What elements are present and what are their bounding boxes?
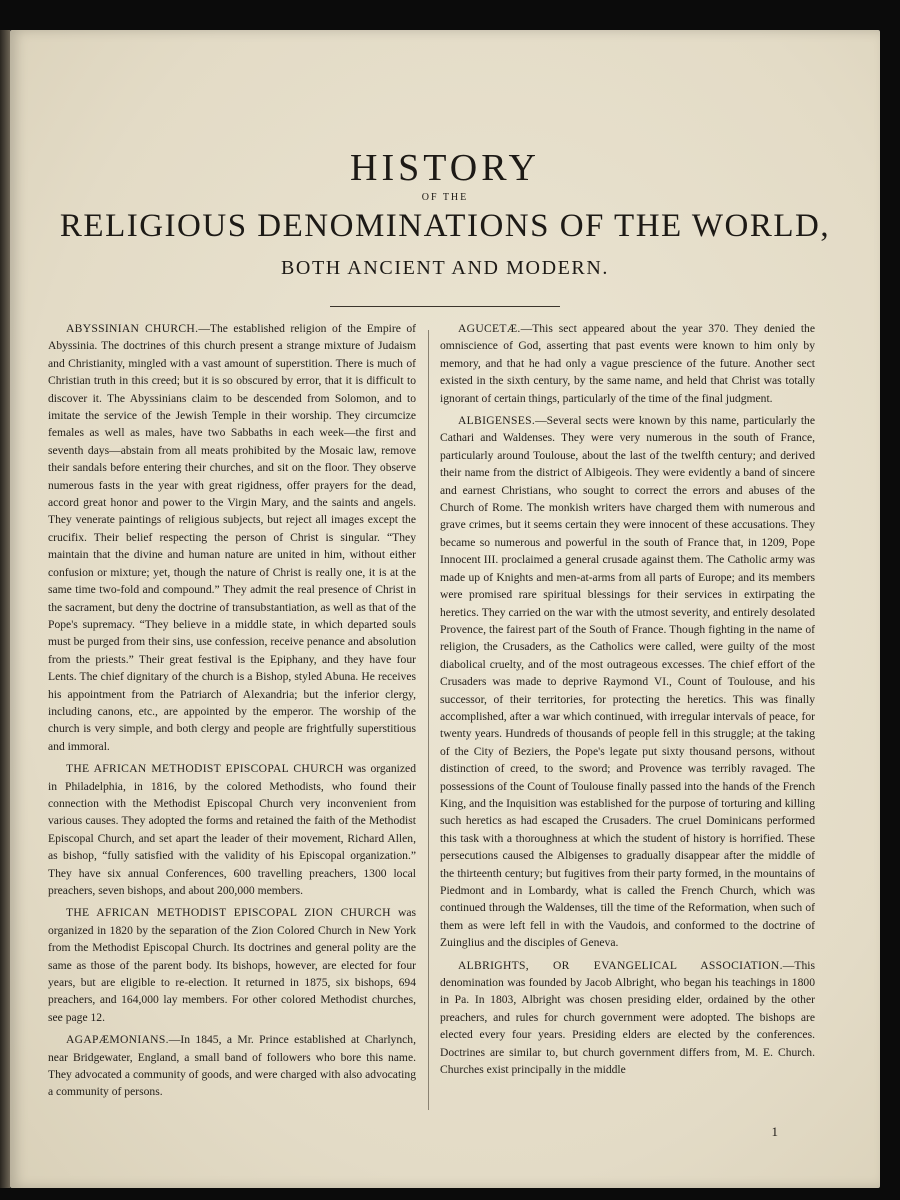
page-number: 1 <box>771 1124 778 1139</box>
entry-body: —This denomination was founded by Jacob Albright, who began his teachings in 1800 in Pa. In 1803, Albright was chosen presiding elder, ordained by the other preachers, and rules for church government were adopted. The bishops are elected every four years. Presiding elders are elected by the conferences. Doctrines are similar to, but church government differs from, M. E. Church. Churches exist principally in the middle <box>440 958 815 1077</box>
entry-heading: AGUCETÆ. <box>458 322 521 335</box>
entry-albigenses <box>440 412 815 952</box>
title-of-the: OF THE <box>421 192 469 203</box>
entry-body: —The established religion of the Empire of Abyssinia. The doctrines of this church present a strange mixture of Judaism and Christianity, mingled with a vast amount of superstition. There is much of Christian truth in this creed; but it is so obscured by error, that it is difficult to discover it. The Abyssinians claim to be descended from Solomon, and to imitate the service of the Jewish Temple in their worship. They circumcize females as well as males, have two Sabbaths in each week—the first and seventh days—abstain from all meats prohibited by the Mosaic law, remove their sandals before entering their churches, and sit on the floor. They observe numerous fasts in the year with great rigidness, offer prayers for the dead, accord great honor and power to the Virgin Mary, and the saints and angels. They venerate paintings of religious subjects, but reject all images except the crucifix. Their belief respecting the person of Christ is singular. “They maintain that the divine and human nature are united in him, without either confusion or mixture; yet, though the nature of Christ is really one, it is at the same time two-fold and compound.” They admit the real presence of Christ in the sacrament, but deny the doctrine of transubstantiation, as well as that of the Pope's supremacy. “They believe in a middle state, in which departed souls must be purged from their sins, use confession, receive penance and absolution from the priests.” Their great festival is the Epiphany, and they have four Lents. The chief dignitary of the church is a Bishop, styled Abuna. He receives his appointment from the Patriarch of Alexandria; but the inferior clergy, including canons, etc., are appointed by the emperor. The worship of the church is very simple, and both clergy and people are frightfully superstitious and immoral. <box>48 322 416 753</box>
entry-agapaemonians <box>48 1031 416 1101</box>
entry-african-methodist-episcopal <box>48 760 416 899</box>
entry-heading: AGAPÆMONIANS. <box>66 1033 169 1047</box>
left-column <box>48 320 416 1106</box>
entry-body: —Several sects were known by this name, particularly the Cathari and Waldenses. They were very numerous in the south of France, particularly around Toulouse, about the last of the twelfth century; and derived their name from the district of Albigeois. They were evidently a band of sincere and earnest Christians, who sought to correct the errors and abuses of the Church of Rome. The monkish writers have charged them with numerous and grave crimes, but it seems certain they were innocent of these accusations. They became so numerous and powerful in the south of France that, in 1209, Pope Innocent III. proclaimed a general crusade against them. The Catholic army was made up of Knights and men-at-arms from all parts of Europe; and its members were promised rare spiritual blessings for their services in extirpating the heretics. They carried on the war with the utmost severity, and entirely desolated Provence, the fairest part of the South of France. Though fighting in the name of religion, the Crusaders, as the Catholics were called, were guilty of the most diabolical cruelty, and of the most outrageous excesses. The chief effort of the Crusaders was made to deprive Raymond VI., Count of Toulouse, and his successor, of their territories, for protecting the heretics. This was finally accomplished, after a war which continued, with irregular intervals of peace, for twenty years. Hundreds of thousands of people fell in this struggle; at the taking of the City of Beziers, the Pope's legate put sixty thousand persons, without distinction of creed, to the sword; and Provence was terribly ravaged. The possessions of the Count of Toulouse finally passed into the hands of the French King, and the Inquisition was established for the purpose of torturing and killing such heretics as had escaped the Crusaders. The cruel Dominicans performed this task with a thoroughness at which the student of history is horrified. These persecutions caused the Albigenses to gradually disappear after the middle of the thirteenth century; but fugitives from their party formed, in the mountains of Piedmont and in Lombardy, what is called the French Church, which was continued through the Waldenses, till the time of the Reformation, when such of them as were left fell in with the Vaudois, and conformed to the doctrine of Zuinglius and the disciples of Geneva. <box>440 414 815 950</box>
entry-heading: ALBRIGHTS, OR EVANGELICAL ASSOCIATION. <box>458 958 783 972</box>
entry-heading: ABYSSINIAN CHURCH. <box>66 322 199 335</box>
title-rule <box>330 306 560 307</box>
entry-heading: ALBIGENSES. <box>458 414 536 428</box>
entry-albrights <box>440 957 815 1079</box>
title-subtitle: BOTH ANCIENT AND MODERN. <box>280 257 610 279</box>
entry-body: was organized in Philadelphia, in 1816, by the colored Methodists, who found their connection with the Methodist Episcopal Church very inconvenient from various causes. They adopted the forms and retained the faith of the Methodist Episcopal Church, and set apart the leader of their movement, Richard Allen, as bishop, “fully satisfied with the validity of his Episcopal organization.” They have six annual Conferences, 600 travelling preachers, 1300 local preachers, seven bishops, and about 200,000 members. <box>48 762 416 897</box>
entry-body: —In 1845, a Mr. Prince established at Charlynch, near Bridgewater, England, a small band of followers who bore this name. They advocated a community of goods, and were charged with also advocating a community of persons. <box>48 1033 416 1099</box>
entry-body: —This sect appeared about the year 370. They denied the omniscience of God, asserting that past events were known to him only by memory, and that he had only a vague prescience of the future. Another sect existed in the sixth century, by the same name, and held that Christ was totally ignorant of certain things, particularly of the time of the final judgment. <box>440 322 815 405</box>
entry-abyssinian-church <box>48 320 416 755</box>
title-history: HISTORY <box>350 147 540 189</box>
entry-heading: THE AFRICAN METHODIST EPISCOPAL ZION CHURCH <box>66 906 391 920</box>
entry-heading: THE AFRICAN METHODIST EPISCOPAL CHURCH <box>66 762 344 776</box>
title-block <box>10 148 880 280</box>
entry-agucetae <box>440 320 815 407</box>
entry-african-methodist-episcopal-zion <box>48 904 416 1026</box>
column-divider <box>428 330 429 1110</box>
title-main: RELIGIOUS DENOMINATIONS OF THE WORLD, <box>59 208 831 244</box>
right-column <box>440 320 815 1083</box>
entry-body: was organized in 1820 by the separation of the Zion Colored Church in New York from the Methodist Episcopal Church. Its doctrines and general polity are the same as those of the parent body. Its bishops, however, are elected for four years, but are eligible to re-election. It returned in 1875, six bishops, 694 preachers, and 164,000 lay members. For other colored Methodist churches, see page 12. <box>48 906 417 1024</box>
book-spine-shadow <box>0 30 10 1188</box>
book-page <box>10 30 880 1188</box>
